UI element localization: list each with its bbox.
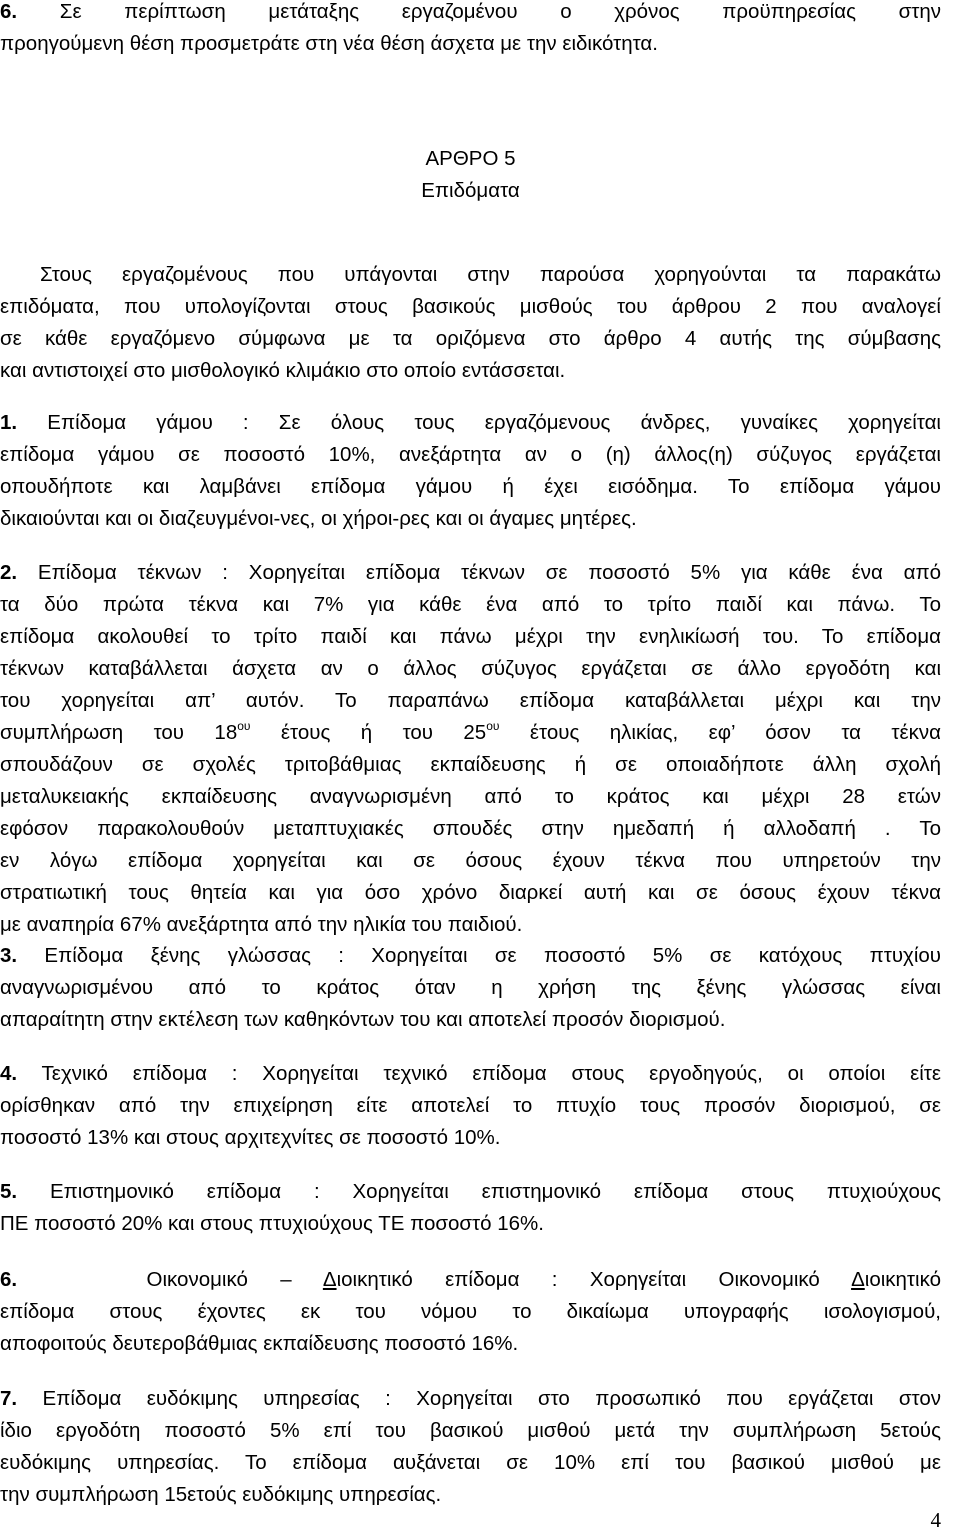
p4-line-2: ορίσθηκαν από την επιχείρηση είτε αποτελεί το πτυχίο τους προσόν διορισμού, σε — [0, 1094, 941, 1117]
paragraph-3 — [0, 940, 941, 1036]
p6-line-1: 6. Οικονομικό – Διοικητικό επίδομα : Χορηγείται Οικονομικό Διοικητικό — [0, 1268, 941, 1291]
p1-line-2: επίδομα γάμου σε ποσοστό 10%, ανεξάρτητα αν ο (η) άλλος(η) σύζυγος εργάζεται — [0, 443, 941, 466]
p7-line-1: 7. Επίδομα ευδόκιμης υπηρεσίας : Χορηγείται στο προσωπικό που εργάζεται στον — [0, 1387, 941, 1410]
p2-line-5: του χορηγείται απ’ αυτόν. Το παραπάνω επίδομα καταβάλλεται μέχρι και την — [0, 689, 941, 712]
p3-line-2: αναγνωρισμένου από το κράτος όταν η χρήση της ξένης γλώσσας είναι — [0, 976, 941, 999]
p2-line-8: μεταλυκειακής εκπαίδευσης αναγνωρισμένη από το κράτος και μέχρι 28 ετών — [0, 785, 941, 808]
p2-line-9: εφόσον παρακολουθούν μεταπτυχιακές σπουδές στην ημεδαπή ή αλλοδαπή . Το — [0, 817, 941, 840]
p3-number: 3. — [0, 944, 18, 967]
p4-line-3: ποσοστό 13% και στους αρχιτεχνίτες σε ποσοστό 10%. — [0, 1126, 501, 1149]
paragraph-5 — [0, 1176, 941, 1240]
p2-line-12: με αναπηρία 67% ανεξάρτητα από την ηλικία του παιδιού. — [0, 913, 523, 936]
p7-line-4: την συμπλήρωση 15ετούς ευδόκιμης υπηρεσίας. — [0, 1483, 442, 1506]
item-6-number: 6. — [0, 0, 18, 23]
paragraph-6 — [0, 1264, 941, 1360]
p2-line-11: στρατιωτική τους θητεία και για όσο χρόνο διαρκεί αυτή και σε όσους έχουν τέκνα — [0, 881, 941, 904]
p2-line-6: συμπλήρωση του $18^{o\upsilon}$ έτους ή του $25^{o\upsilon}$ έτους ηλικίας, εφ’ όσον τα τέκνα — [0, 719, 941, 744]
p1-line-4: δικαιούνται και οι διαζευγμένοι-νες, οι χήροι-ρες και οι άγαμες μητέρες. — [0, 507, 637, 530]
paragraph-1 — [0, 407, 941, 535]
intro-paragraph — [0, 259, 941, 387]
item-6-previous — [0, 0, 941, 60]
p5-number: 5. — [0, 1180, 18, 1203]
item-6-line-1: 6. Σε περίπτωση μετάταξης εργαζομένου ο χρόνος προϋπηρεσίας στην — [0, 0, 941, 23]
p6-line-3: αποφοιτούς δευτεροβάθμιας εκπαίδευσης ποσοστό 16%. — [0, 1332, 519, 1355]
p4-line-1: 4. Τεχνικό επίδομα : Χορηγείται τεχνικό επίδομα στους εργοδηγούς, οι οποίοι είτε — [0, 1062, 942, 1085]
p3-line-1: 3. Επίδομα ξένης γλώσσας : Χορηγείται σε ποσοστό 5% σε κατόχους πτυχίου — [0, 944, 941, 967]
p5-line-2: ΠΕ ποσοστό 20% και στους πτυχιούχους ΤΕ ποσοστό 16%. — [0, 1212, 544, 1235]
intro-line-3: σε κάθε εργαζόμενο σύμφωνα με τα οριζόμενα στο άρθρο 4 αυτής της σύμβασης — [0, 327, 941, 350]
intro-line-2: επιδόματα, που υπολογίζονται στους βασικούς μισθούς του άρθρου 2 που αναλογεί — [0, 295, 941, 318]
p1-line-3: οπουδήποτε και λαμβάνει επίδομα γάμου ή έχει εισόδημα. Το επίδομα γάμου — [0, 475, 941, 498]
paragraph-7 — [0, 1383, 941, 1511]
p1-number: 1. — [0, 411, 18, 434]
p7-line-3: ευδόκιμης υπηρεσίας. Το επίδομα αυξάνεται σε 10% επί του βασικού μισθού με — [0, 1451, 941, 1474]
p3-line-3: απαραίτητη στην εκτέλεση των καθηκόντων του και αποτελεί προσόν διορισμού. — [0, 1008, 726, 1031]
p2-line-10: εν λόγω επίδομα χορηγείται και σε όσους έχουν τέκνα που υπηρετούν την — [0, 849, 941, 872]
paragraph-2 — [0, 557, 941, 941]
p2-line-4: τέκνων καταβάλλεται άσχετα αν ο άλλος σύζυγος εργάζεται σε άλλο εργοδότη και — [0, 657, 941, 680]
p5-line-1: 5. Επιστημονικό επίδομα : Χορηγείται επιστημονικό επίδομα στους πτυχιούχους — [0, 1180, 941, 1203]
p2-line-3: επίδομα ακολουθεί το τρίτο παιδί και πάνω μέχρι την ενηλικίωσή του. Το επίδομα — [0, 625, 941, 648]
article-heading — [0, 143, 941, 207]
p6-line-2: επίδομα στους έχοντες εκ του νόμου το δικαίωμα υπογραφής ισολογισμού, — [0, 1300, 941, 1323]
p1-line-1: 1. Επίδομα γάμου : Σε όλους τους εργαζόμενους άνδρες, γυναίκες χορηγείται — [0, 411, 941, 434]
p2-number: 2. — [0, 561, 18, 584]
p4-number: 4. — [0, 1062, 18, 1085]
p7-number: 7. — [0, 1387, 18, 1410]
p2-line-2: τα δύο πρώτα τέκνα και 7% για κάθε ένα από το τρίτο παιδί και πάνω. Το — [0, 593, 941, 616]
p7-line-2: ίδιο εργοδότη ποσοστό 5% επί του βασικού μισθού μετά την συμπλήρωση 5ετούς — [0, 1419, 941, 1442]
item-6-line-2: προηγούμενη θέση προσμετράτε στη νέα θέση άσχετα με την ειδικότητα. — [0, 32, 658, 55]
p6-number: 6. — [0, 1268, 18, 1291]
article-title: ΑΡΘΡΟ 5 — [425, 147, 516, 170]
article-subtitle: Επιδόματα — [421, 179, 520, 202]
intro-line-1: Στους εργαζομένους που υπάγονται στην παρούσα χορηγούνται τα παρακάτω — [40, 263, 941, 286]
page-number: 4 — [930, 1508, 941, 1532]
p2-line-7: σπουδάζουν σε σχολές τριτοβάθμιας εκπαίδευσης ή σε οποιαδήποτε άλλη σχολή — [0, 753, 941, 776]
intro-line-4: και αντιστοιχεί στο μισθολογικό κλιμάκιο στο οποίο εντάσσεται. — [0, 359, 566, 382]
p2-line-1: 2. Επίδομα τέκνων : Χορηγείται επίδομα τέκνων σε ποσοστό 5% για κάθε ένα από — [0, 561, 942, 584]
paragraph-4 — [0, 1058, 941, 1154]
